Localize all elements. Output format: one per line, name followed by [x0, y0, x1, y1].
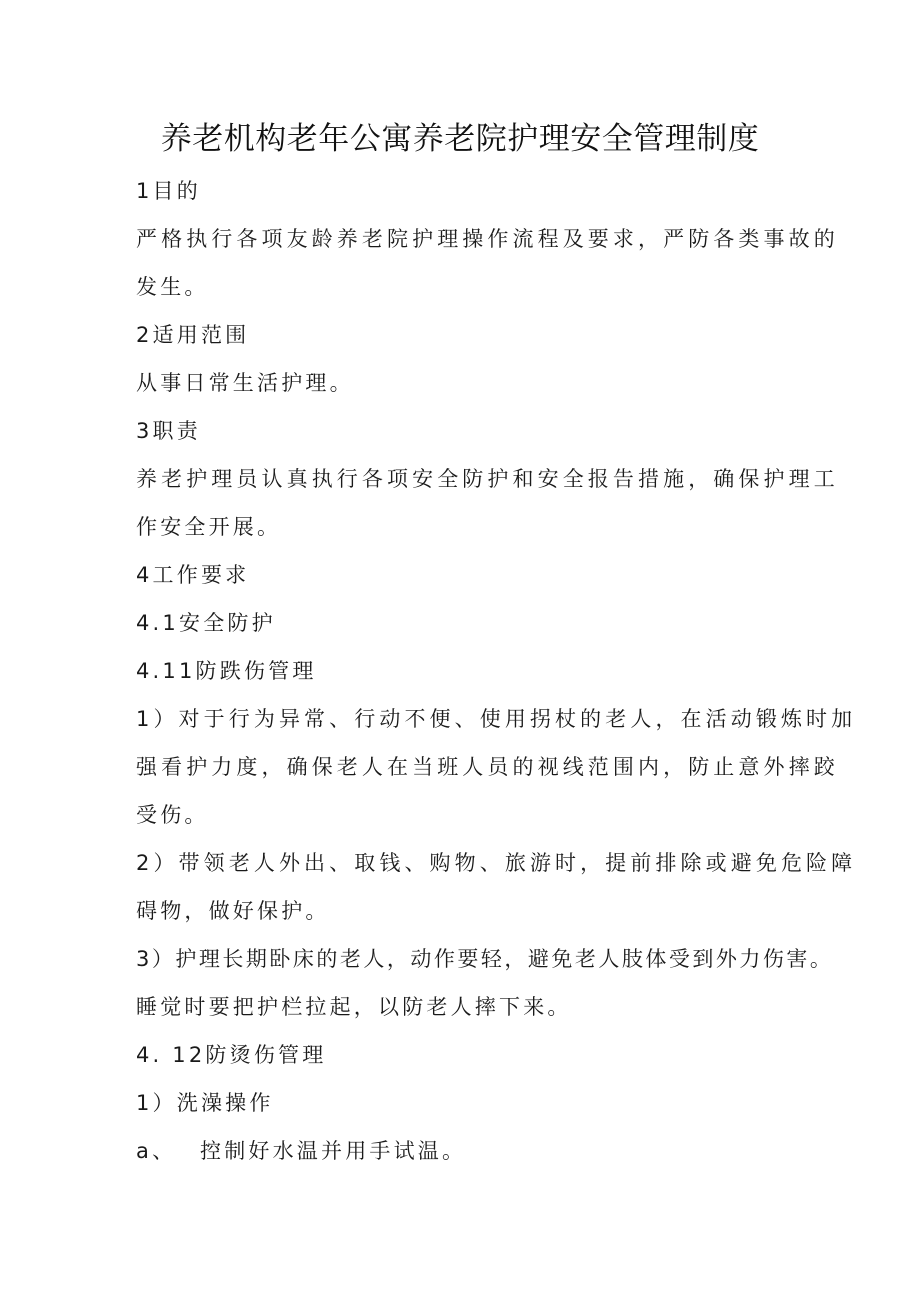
list-item-text: 控制好水温并用手试温。 [200, 1139, 467, 1163]
paragraph-line: 强看护力度，确保老人在当班人员的视线范围内，防止意外摔跤 [136, 755, 839, 779]
paragraph-line: 睡觉时要把护栏拉起，以防老人摔下来。 [136, 995, 572, 1019]
paragraph-line: 发生。 [136, 275, 209, 299]
paragraph-line: 养老护理员认真执行各项安全防护和安全报告措施，确保护理工 [136, 467, 839, 491]
section-heading-scope: 2适用范围 [136, 323, 250, 347]
paragraph-line: 受伤。 [136, 803, 209, 827]
section-heading-requirements: 4工作要求 [136, 563, 250, 587]
subsection-heading: 4.1安全防护 [136, 611, 276, 635]
paragraph-line: 碍物，做好保护。 [136, 899, 330, 923]
list-item [136, 1136, 796, 1166]
section-heading-duties: 3职责 [136, 419, 201, 443]
paragraph-line: 严格执行各项友龄养老院护理操作流程及要求，严防各类事故的 [136, 227, 839, 251]
subsection-heading: 4.11防跌伤管理 [136, 659, 317, 683]
paragraph-line: 3）护理长期卧床的老人，动作要轻，避免老人肢体受到外力伤害。 [136, 947, 834, 971]
subsection-heading: 4. 12防烫伤管理 [136, 1043, 327, 1067]
document-title: 养老机构老年公寓养老院护理安全管理制度 [160, 121, 760, 157]
section-heading-purpose: 1目的 [136, 179, 201, 203]
paragraph-line: 2）带领老人外出、取钱、购物、旅游时，提前排除或避免危险障 [136, 851, 857, 875]
list-heading: 1）洗澡操作 [136, 1091, 274, 1115]
paragraph-line: 从事日常生活护理。 [136, 371, 354, 395]
list-item-marker: a、 [136, 1139, 177, 1163]
paragraph-line: 1）对于行为异常、行动不便、使用拐杖的老人，在活动锻炼时加 [136, 707, 857, 731]
paragraph-line: 作安全开展。 [136, 515, 282, 539]
